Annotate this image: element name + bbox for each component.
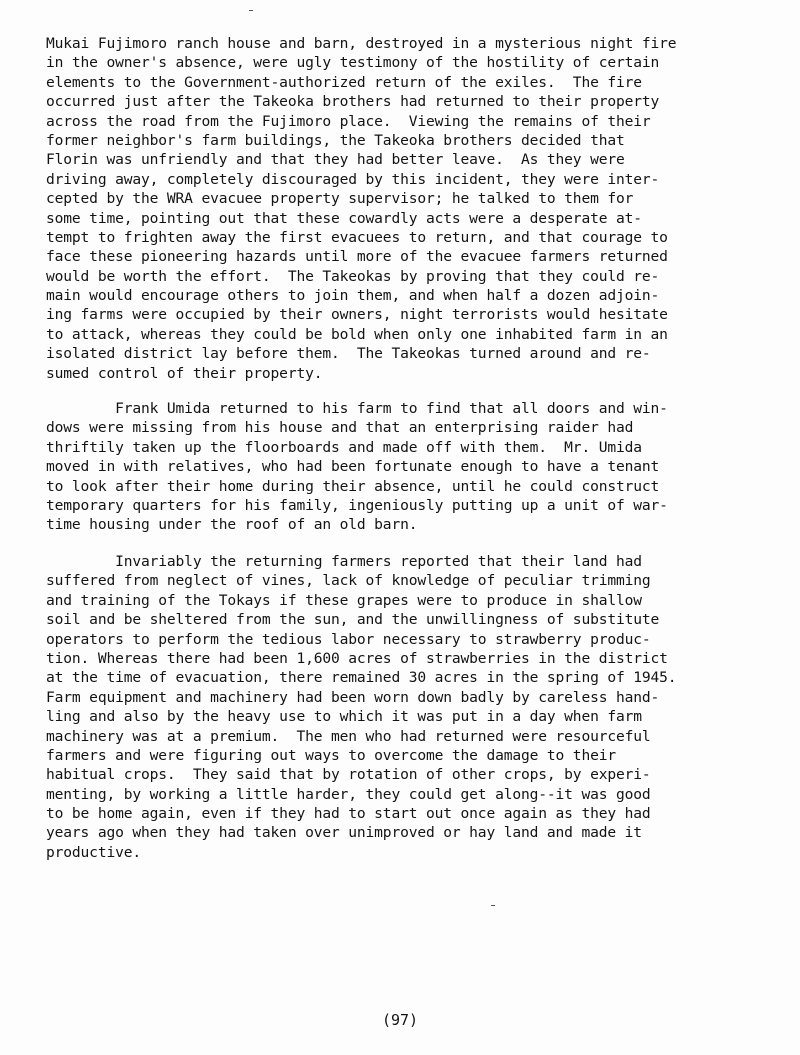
paragraph-umida-farm xyxy=(46,399,766,535)
scan-speck xyxy=(491,905,495,906)
text-line: temporary quarters for his family, ingeniously putting up a unit of war- xyxy=(46,496,668,514)
text-line: Farm equipment and machinery had been worn down badly by careless hand- xyxy=(46,688,660,706)
text-line: habitual crops. They said that by rotation of other crops, by experi- xyxy=(46,766,651,784)
text-line: to attack, whereas they could be bold when only one inhabited farm in an xyxy=(46,325,668,343)
text-line: machinery was at a premium. The men who had returned were resourceful xyxy=(46,727,651,745)
text-line: face these pioneering hazards until more of the evacuee farmers returned xyxy=(46,248,668,266)
text-line: former neighbor's farm buildings, the Takeoka brothers decided that xyxy=(46,131,625,149)
paragraph-fujimoro-fire xyxy=(46,34,766,383)
text-line: sumed control of their property. xyxy=(46,364,323,382)
text-line: elements to the Government-authorized return of the exiles. The fire xyxy=(46,73,642,91)
text-line: moved in with relatives, who had been fortunate enough to have a tenant xyxy=(46,458,660,476)
text-line: in the owner's absence, were ugly testimony of the hostility of certain xyxy=(46,54,660,72)
paragraph-returning-farmers xyxy=(46,552,766,862)
text-line: and training of the Tokays if these grapes were to produce in shallow xyxy=(46,591,642,609)
page-number: (97) xyxy=(381,1011,419,1029)
text-line: would be worth the effort. The Takeokas by proving that they could re- xyxy=(46,267,660,285)
text-line: tion. Whereas there had been 1,600 acres of strawberries in the district xyxy=(46,649,668,667)
text-line: some time, pointing out that these cowardly acts were a desperate at- xyxy=(46,209,642,227)
text-line: dows were missing from his house and that an enterprising raider had xyxy=(46,419,634,437)
text-line: at the time of evacuation, there remained 30 acres in the spring of 1945. xyxy=(46,669,677,687)
text-line: cepted by the WRA evacuee property supervisor; he talked to them for xyxy=(46,190,634,208)
text-line: menting, by working a little harder, they could get along--it was good xyxy=(46,785,651,803)
text-line: Frank Umida returned to his farm to find that all doors and win- xyxy=(46,400,668,417)
scan-speck xyxy=(249,10,253,11)
text-line: driving away, completely discouraged by this incident, they were inter- xyxy=(46,170,660,188)
text-line: occurred just after the Takeoka brothers had returned to their property xyxy=(46,93,660,111)
text-line: suffered from neglect of vines, lack of knowledge of peculiar trimming xyxy=(46,572,651,590)
text-line: Florin was unfriendly and that they had better leave. As they were xyxy=(46,151,625,169)
text-line: to be home again, even if they had to start out once again as they had xyxy=(46,805,651,823)
text-line: operators to perform the tedious labor necessary to strawberry produc- xyxy=(46,630,651,648)
text-line: to look after their home during their absence, until he could construct xyxy=(46,477,660,495)
text-line: Invariably the returning farmers reported that their land had xyxy=(46,553,642,570)
text-line: ing farms were occupied by their owners, night terrorists would hesitate xyxy=(46,306,668,324)
text-line: ling and also by the heavy use to which it was put in a day when farm xyxy=(46,708,642,726)
text-line: thriftily taken up the floorboards and made off with them. Mr. Umida xyxy=(46,438,642,456)
text-line: time housing under the roof of an old barn. xyxy=(46,516,418,534)
text-line: productive. xyxy=(46,843,141,861)
text-line: Mukai Fujimoro ranch house and barn, destroyed in a mysterious night fire xyxy=(46,35,677,52)
text-line: tempt to frighten away the first evacuees to return, and that courage to xyxy=(46,228,668,246)
text-line: across the road from the Fujimoro place. Viewing the remains of their xyxy=(46,112,651,130)
text-line: farmers and were figuring out ways to overcome the damage to their xyxy=(46,746,616,764)
text-line: main would encourage others to join them, and when half a dozen adjoin- xyxy=(46,287,660,305)
text-line: soil and be sheltered from the sun, and the unwillingness of substitute xyxy=(46,611,660,629)
text-line: years ago when they had taken over unimproved or hay land and made it xyxy=(46,824,642,842)
text-line: isolated district lay before them. The Takeokas turned around and re- xyxy=(46,345,651,363)
